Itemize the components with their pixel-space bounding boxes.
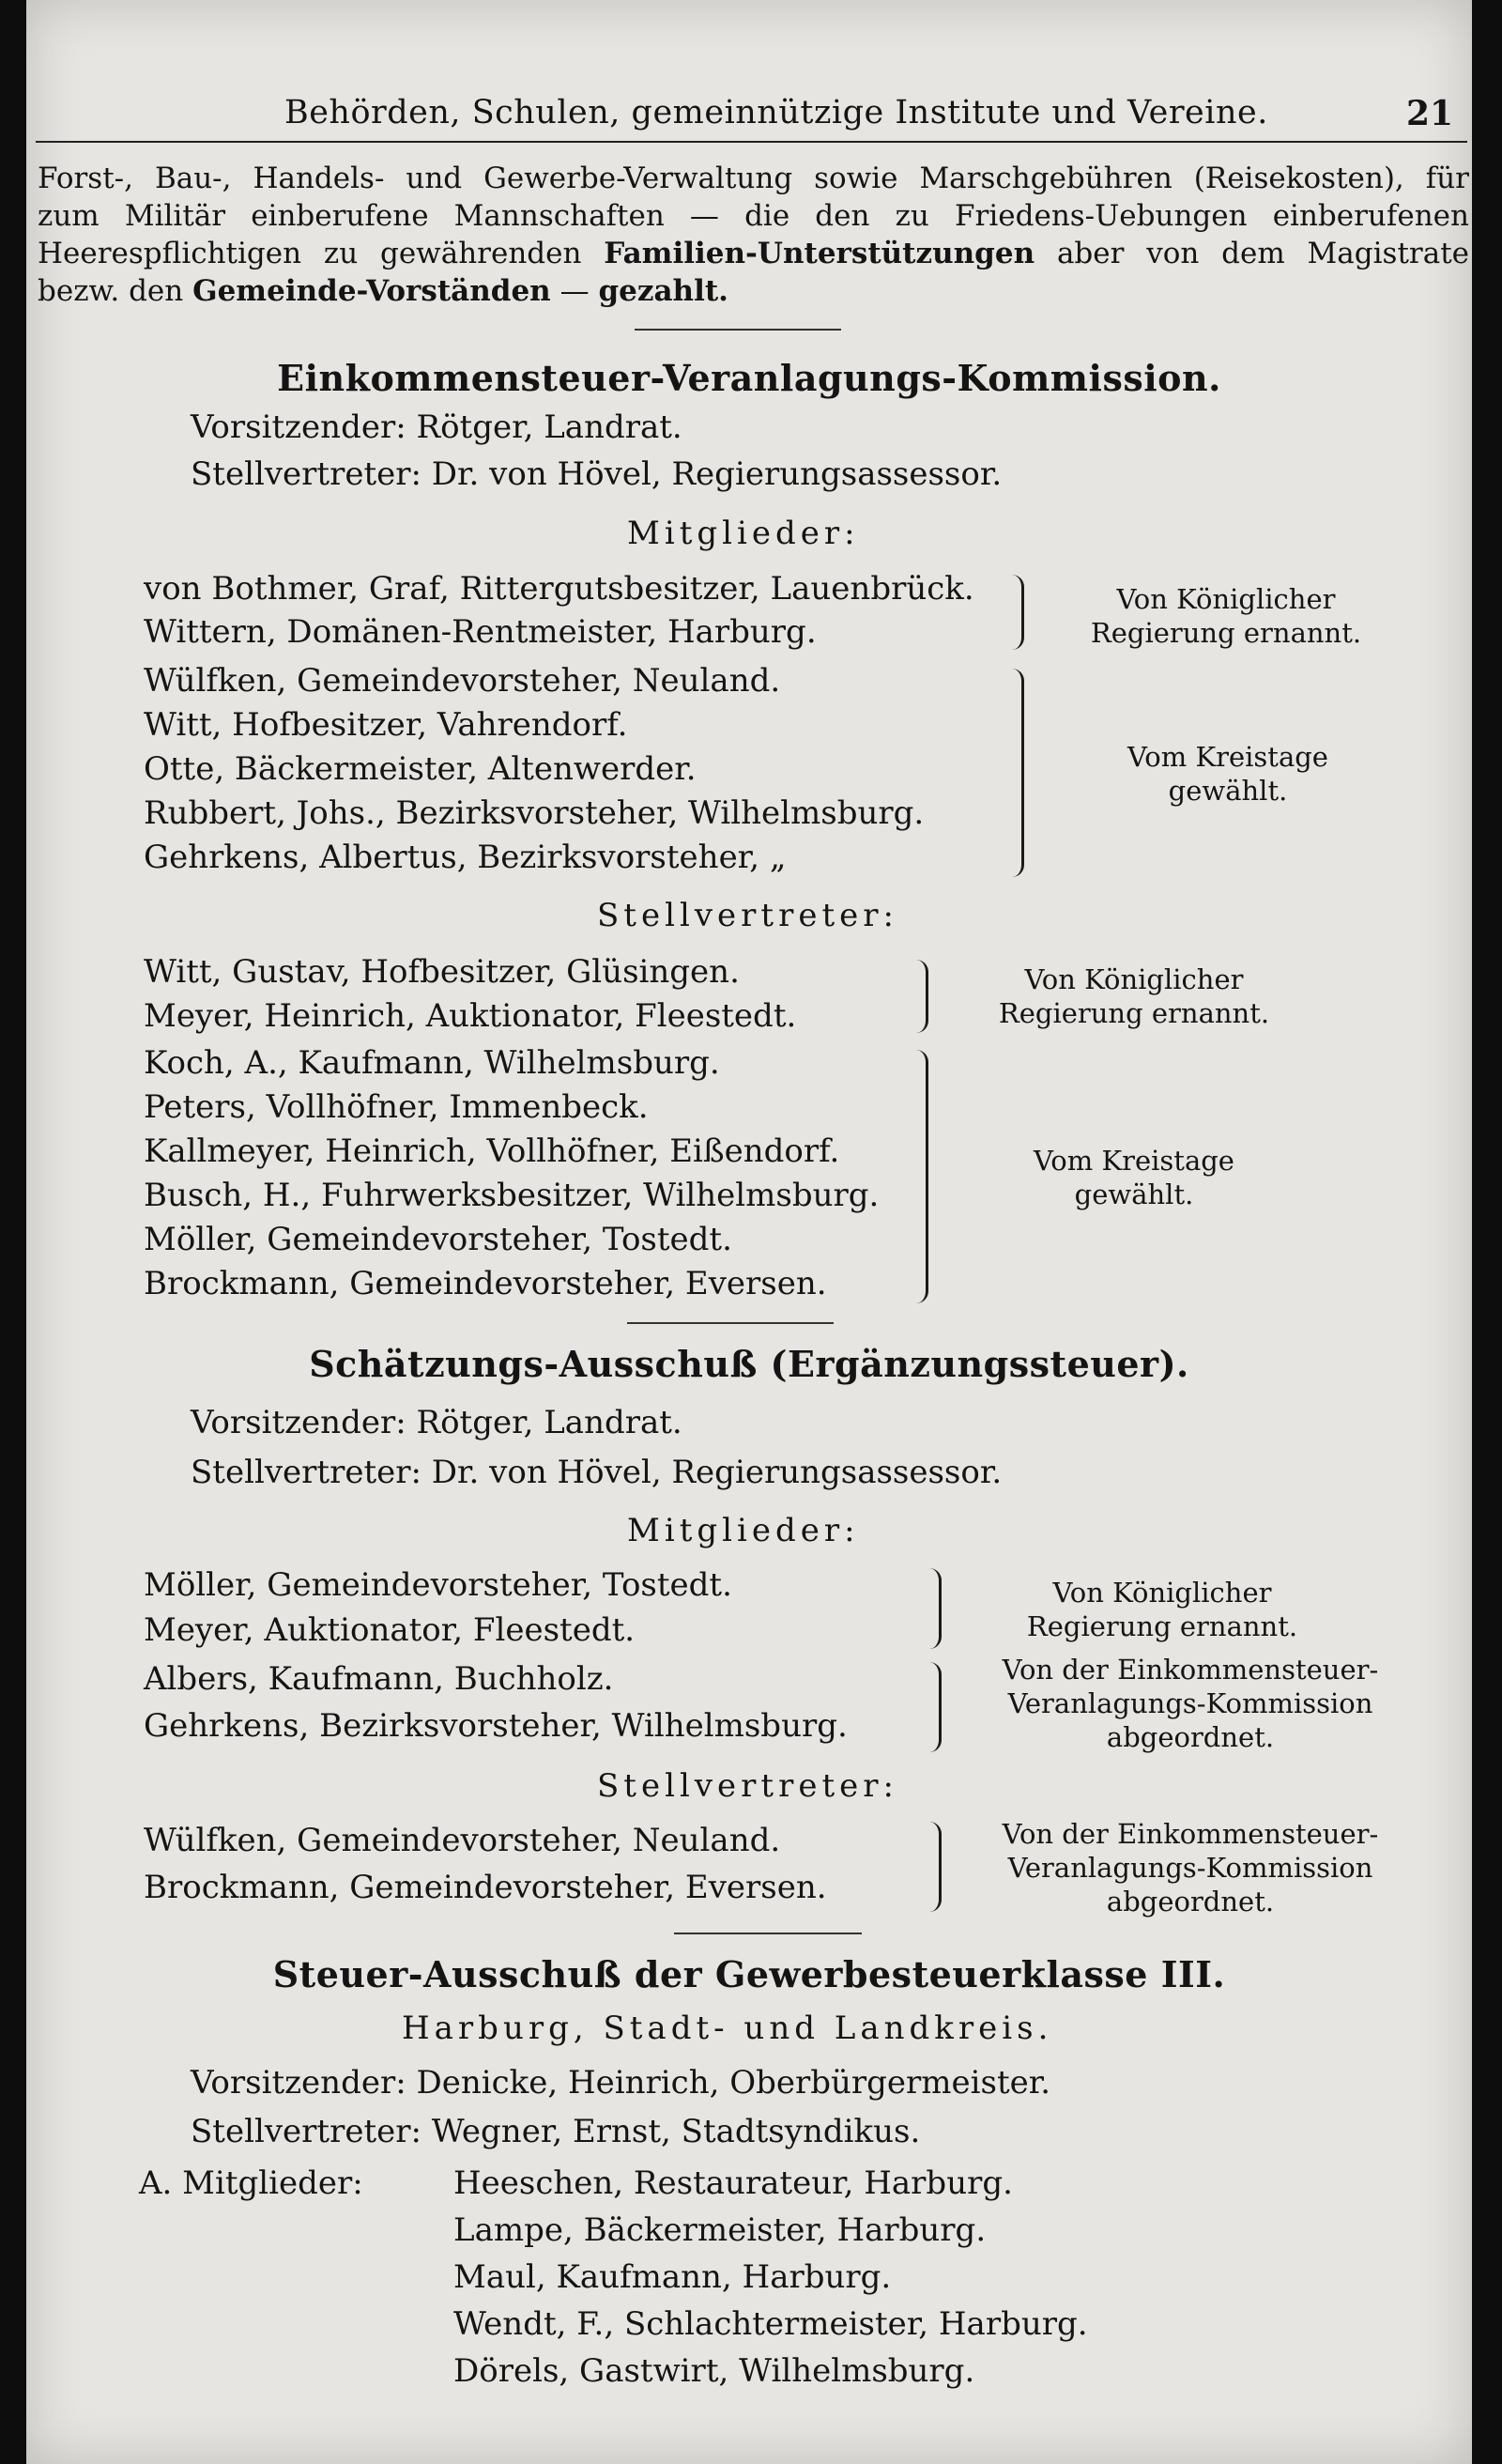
member-entry: Lampe, Bäckermeister, Harburg.: [453, 2211, 987, 2249]
member-entry: Dörels, Gastwirt, Wilhelmsburg.: [453, 2352, 975, 2390]
group-note: Von Königlicher Regierung ernannt.: [998, 963, 1270, 1029]
members-heading: Mitglieder:: [627, 515, 860, 552]
member-entry: Maul, Kaufmann, Harburg.: [453, 2258, 892, 2296]
deputy-entry: Kallmeyer, Heinrich, Vollhöfner, Eißendorf.: [144, 1132, 840, 1170]
section-divider: [635, 329, 841, 331]
deputies-heading: Stellvertreter:: [597, 897, 898, 934]
deputies-heading: Stellvertreter:: [597, 1767, 898, 1805]
header-rule: [36, 141, 1467, 143]
member-entry: Witt, Hofbesitzer, Vahrendorf.: [144, 706, 628, 744]
chair-line: Vorsitzender: Rötger, Landrat.: [191, 1404, 682, 1441]
chair-line: Vorsitzender: Denicke, Heinrich, Oberbürgermeister.: [191, 2064, 1051, 2102]
member-entry: Otte, Bäckermeister, Altenwerder.: [144, 750, 697, 788]
intro-line-4: bezw. den Gemeinde-Vorständen — gezahlt.: [38, 274, 728, 308]
deputy-entry: Koch, A., Kaufmann, Wilhelmsburg.: [144, 1044, 720, 1082]
intro-line-2: zum Militär einberufene Mannschaften — die den zu Friedens-Uebungen einberufenen: [38, 199, 1469, 233]
member-entry: Wendt, F., Schlachtermeister, Harburg.: [453, 2305, 1088, 2343]
deputy-line: Stellvertreter: Dr. von Hövel, Regierungsassessor.: [191, 455, 1003, 493]
group-note: Von Königlicher Regierung ernannt.: [1026, 1577, 1298, 1642]
section-title: Steuer-Ausschuß der Gewerbesteuerklasse III.: [272, 1953, 1226, 1995]
deputy-entry: Witt, Gustav, Hofbesitzer, Glüsingen.: [144, 953, 740, 991]
intro-line-1: Forst-, Bau-, Handels- und Gewerbe-Verwaltung sowie Marschgebühren (Reisekosten), für: [38, 162, 1469, 195]
group-note: Vom Kreistage gewählt.: [1034, 1145, 1234, 1210]
deputy-entry: Busch, H., Fuhrwerksbesitzer, Wilhelmsburg.: [144, 1177, 880, 1214]
members-heading: Mitglieder:: [627, 1512, 860, 1549]
member-entry: Meyer, Auktionator, Fleestedt.: [144, 1611, 636, 1649]
members-label: A. Mitglieder:: [139, 2164, 363, 2202]
member-entry: Heeschen, Restaurateur, Harburg.: [453, 2164, 1013, 2202]
member-entry: Rubbert, Johs., Bezirksvorsteher, Wilhelmsburg.: [144, 794, 925, 832]
deputy-entry: Brockmann, Gemeindevorsteher, Eversen.: [144, 1869, 827, 1906]
group-brace: [916, 1050, 928, 1303]
member-entry: Möller, Gemeindevorsteher, Tostedt.: [144, 1566, 732, 1604]
member-entry: von Bothmer, Graf, Rittergutsbesitzer, Lauenbrück.: [144, 570, 974, 608]
section-title: Einkommensteuer-Veranlagungs-Kommission.: [277, 357, 1221, 399]
running-header: Behörden, Schulen, gemeinnützige Institute und Vereine.: [284, 94, 1268, 131]
section-divider: [674, 1933, 862, 1934]
chair-line: Vorsitzender: Rötger, Landrat.: [191, 408, 682, 446]
deputy-line: Stellvertreter: Dr. von Hövel, Regierungsassessor.: [191, 1454, 1003, 1491]
group-brace: [1012, 575, 1024, 650]
group-brace: [929, 1568, 942, 1649]
member-entry: Gehrkens, Albertus, Bezirksvorsteher, „: [144, 839, 787, 876]
group-note: Von Königlicher Regierung ernannt.: [1090, 583, 1362, 649]
deputy-line: Stellvertreter: Wegner, Ernst, Stadtsyndikus.: [191, 2113, 921, 2150]
page-number: 21: [1406, 94, 1454, 133]
group-brace: [929, 1662, 942, 1752]
group-note: Von der Einkommensteuer-Veranlagungs-Kommission abgeordnet.: [1002, 1818, 1379, 1917]
section-subtitle: Harburg, Stadt- und Landkreis.: [402, 2010, 1053, 2047]
deputy-entry: Meyer, Heinrich, Auktionator, Fleestedt.: [144, 997, 797, 1035]
deputy-entry: Peters, Vollhöfner, Immenbeck.: [144, 1088, 649, 1126]
member-entry: Albers, Kaufmann, Buchholz.: [144, 1660, 614, 1698]
group-brace: [929, 1822, 942, 1912]
group-brace: [916, 960, 928, 1033]
member-entry: Gehrkens, Bezirksvorsteher, Wilhelmsburg.: [144, 1707, 848, 1745]
document-page: [26, 0, 1472, 2464]
deputy-entry: Möller, Gemeindevorsteher, Tostedt.: [144, 1221, 732, 1258]
intro-paragraph: [38, 160, 1469, 310]
group-note: Vom Kreistage gewählt.: [1127, 741, 1328, 807]
intro-line-3: Heerespflichtigen zu gewährenden Familien-Unterstützungen aber von dem Magistrate: [38, 237, 1470, 270]
member-entry: Wülfken, Gemeindevorsteher, Neuland.: [144, 662, 781, 700]
deputy-entry: Wülfken, Gemeindevorsteher, Neuland.: [144, 1822, 781, 1859]
deputy-entry: Brockmann, Gemeindevorsteher, Eversen.: [144, 1265, 827, 1302]
group-brace: [1012, 669, 1024, 877]
member-entry: Wittern, Domänen-Rentmeister, Harburg.: [144, 613, 817, 651]
group-note: Von der Einkommensteuer-Veranlagungs-Kommission abgeordnet.: [1002, 1654, 1379, 1753]
section-title: Schätzungs-Ausschuß (Ergänzungssteuer).: [309, 1343, 1189, 1385]
section-divider: [627, 1322, 834, 1324]
